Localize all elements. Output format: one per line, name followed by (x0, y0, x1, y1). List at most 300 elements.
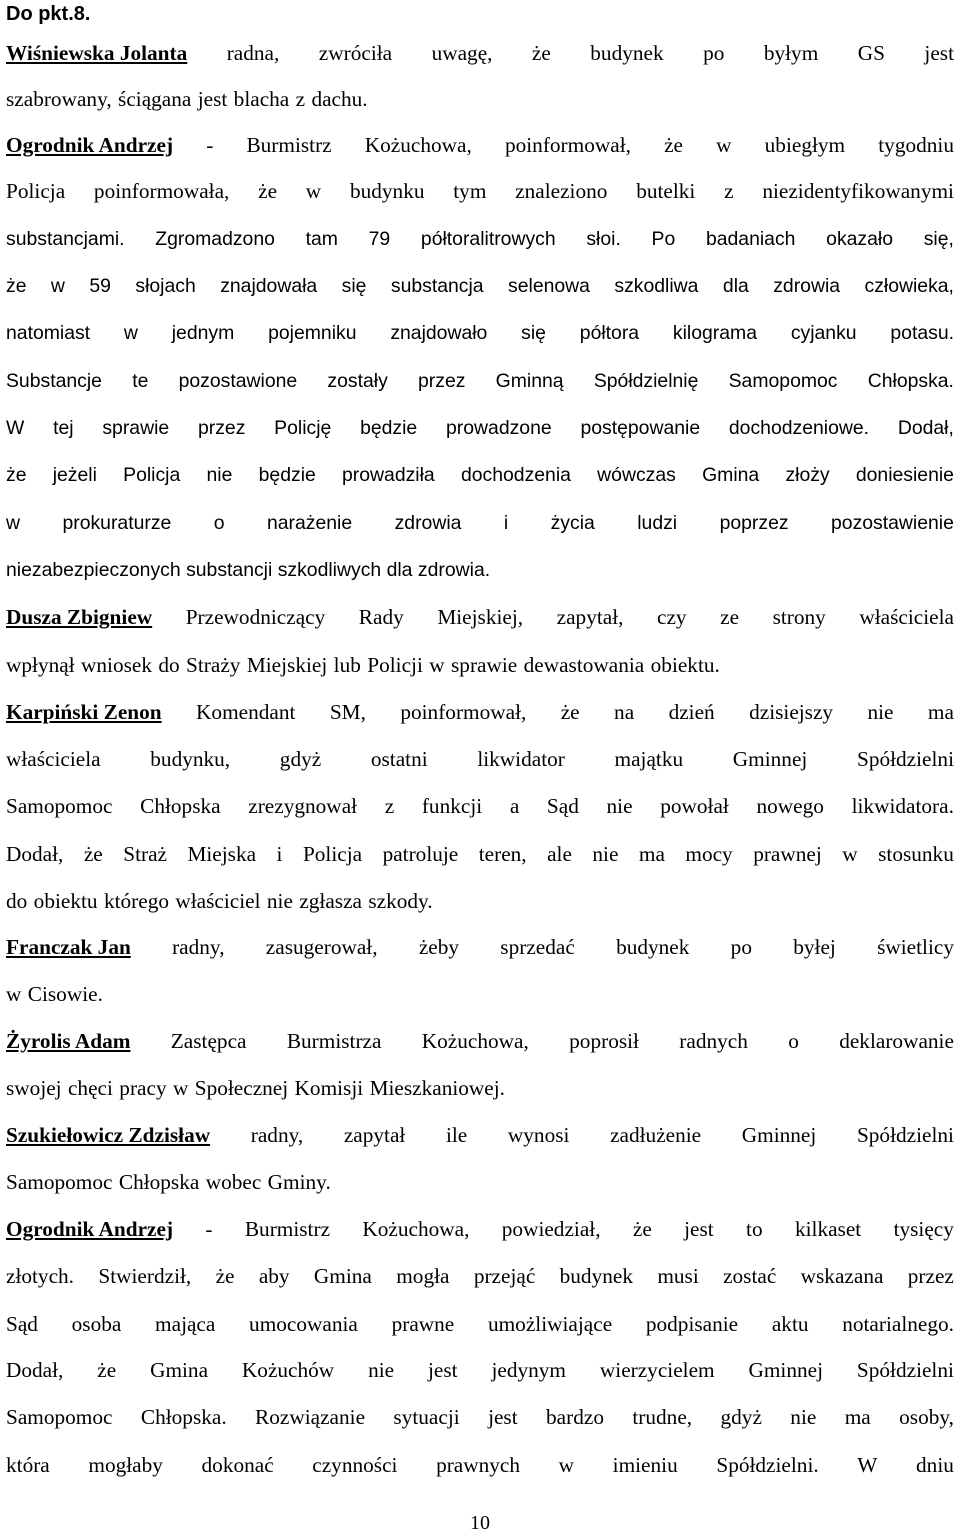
word: budynek (590, 41, 664, 65)
word: budynku, (150, 747, 231, 771)
text-line (6, 603, 954, 631)
speaker-name: Karpiński Zenon (6, 700, 162, 724)
word: funkcji (421, 794, 483, 818)
word: 79 (368, 228, 391, 250)
word: substancjami. (6, 228, 125, 250)
word: ludzi (637, 512, 678, 534)
word: kilkaset (794, 1217, 862, 1241)
word: Komendant (196, 700, 296, 724)
text-line (6, 1027, 954, 1055)
word: aktu (771, 1312, 809, 1336)
word: nowego (756, 794, 824, 818)
word: radna, (226, 41, 280, 65)
word: aby (258, 1264, 290, 1288)
word: słojach (135, 275, 196, 297)
text-line (6, 792, 954, 820)
word: poinformował, (400, 700, 527, 724)
word: zapytał, (556, 605, 624, 629)
word: Miejska (187, 842, 257, 866)
word: Kożuchowa, (362, 1217, 470, 1241)
word: zdrowia. (417, 559, 491, 581)
word: pozostawienie (831, 512, 954, 534)
word: zadłużenie (610, 1123, 702, 1147)
word: dokonać (201, 1453, 274, 1477)
word: Gmina (150, 1358, 209, 1382)
word: Dodał, (6, 1358, 64, 1382)
word: ma (927, 700, 954, 724)
word: się (521, 322, 546, 344)
word: Spółdzielni (856, 1123, 954, 1147)
word: zostały (327, 370, 388, 392)
word: mogłaby (88, 1453, 163, 1477)
text-line (6, 414, 954, 442)
word: dla (722, 275, 749, 297)
text-line (6, 461, 954, 489)
word: niezabezpieczonych (6, 559, 181, 581)
word: Kożuchów (241, 1358, 335, 1382)
word: badaniach (705, 228, 796, 250)
word: szabrowany, (6, 87, 112, 111)
word: w (123, 322, 138, 344)
text-line (6, 745, 954, 773)
text-line (6, 272, 954, 300)
word: potasu. (890, 322, 954, 344)
word: tym (453, 179, 487, 203)
word: notarialnego. (842, 1312, 954, 1336)
word: ma (638, 842, 665, 866)
word: Spółdzielni. (716, 1453, 819, 1477)
word: jest (924, 41, 954, 65)
word: Kożuchowa, (421, 1029, 529, 1053)
word: znajdowało (390, 322, 488, 344)
word: deklarowanie (839, 1029, 954, 1053)
word: życia (550, 512, 595, 534)
word: nie (206, 464, 233, 486)
word: znajdowała (220, 275, 318, 297)
word: Chłopska (118, 1170, 200, 1194)
word: stosunku (878, 842, 954, 866)
word: dzień (668, 700, 715, 724)
word: pozostawione (178, 370, 298, 392)
word: do (158, 653, 180, 677)
speaker-name: Ogrodnik Andrzej (6, 1217, 174, 1241)
word: butelki (636, 179, 696, 203)
word: właściciela (859, 605, 954, 629)
word: Kożuchowa, (364, 133, 472, 157)
word: nie (867, 700, 894, 724)
word: z (295, 87, 306, 111)
word: powiedział, (501, 1217, 601, 1241)
word: człowieka, (864, 275, 954, 297)
word: pracy (119, 1076, 167, 1100)
word: teren, (478, 842, 527, 866)
word: okazało (826, 228, 893, 250)
word: cyjanku (790, 322, 857, 344)
word: blacha (233, 87, 290, 111)
word: zasugerował, (265, 935, 378, 959)
word: Mieszkaniowej. (369, 1076, 505, 1100)
word: przez (418, 370, 466, 392)
word: ściągana (118, 87, 192, 111)
word: poprosił (569, 1029, 639, 1053)
word: Substancje (6, 370, 102, 392)
word: Policji (367, 653, 423, 677)
word: Gminy. (267, 1170, 331, 1194)
word: substancji (186, 559, 273, 581)
text-line (6, 887, 954, 915)
word: radny, (172, 935, 225, 959)
word: że (83, 842, 103, 866)
word: że (258, 179, 278, 203)
word: tysięcy (893, 1217, 954, 1241)
word: obiektu (33, 889, 98, 913)
word: zapytał (343, 1123, 406, 1147)
word: tygodniu (878, 133, 954, 157)
word: Po (651, 228, 676, 250)
word: nie (592, 842, 619, 866)
word: dochodzeniowe. (728, 417, 870, 439)
speaker-name: Żyrolis Adam (6, 1029, 131, 1053)
word: budynek (616, 935, 690, 959)
word: Straży (186, 653, 241, 677)
word: mogła (396, 1264, 450, 1288)
word: W (6, 417, 25, 439)
word: przejąć (473, 1264, 536, 1288)
word: poinformował, (504, 133, 631, 157)
word: natomiast (6, 322, 91, 344)
word: obiektu. (650, 653, 720, 677)
word: Samopomoc (6, 794, 113, 818)
word: Przewodniczący (185, 605, 326, 629)
word: o (213, 512, 225, 534)
word: budynku (349, 179, 425, 203)
text-line (6, 85, 954, 113)
word: sprawie (102, 417, 170, 439)
word: Burmistrza (286, 1029, 382, 1053)
word: że (560, 700, 580, 724)
word: w (558, 1453, 575, 1477)
word: że (664, 133, 683, 157)
word: Dodał, (897, 417, 954, 439)
word: majątku (614, 747, 684, 771)
word: zdrowia (394, 512, 462, 534)
word: Gmina (313, 1264, 372, 1288)
word: Dodał, (6, 842, 64, 866)
word: sprzedać (500, 935, 575, 959)
text-line (6, 1451, 954, 1479)
word: tam (305, 228, 338, 250)
word: złotych. (6, 1264, 75, 1288)
word: żeby (418, 935, 460, 959)
word: w (716, 133, 732, 157)
word: lub (333, 653, 361, 677)
word: Zgromadzono (155, 228, 275, 250)
word: gdyż (279, 747, 322, 771)
word: w (6, 512, 21, 534)
word: ostatni (370, 747, 428, 771)
word: zgłasza (299, 889, 362, 913)
word: doniesienie (855, 464, 954, 486)
word: z (724, 179, 734, 203)
text-line (6, 651, 954, 679)
word: dniu (916, 1453, 954, 1477)
text-line (6, 131, 954, 159)
word: będzie (258, 464, 316, 486)
word: i (503, 512, 509, 534)
word: mocy (685, 842, 733, 866)
word: do (6, 889, 28, 913)
word: Policja (6, 179, 66, 203)
word: byłej (793, 935, 836, 959)
word: strony (772, 605, 826, 629)
word: - (206, 133, 214, 157)
word: sprawie (451, 653, 518, 677)
word: umocowania (249, 1312, 358, 1336)
text-line (6, 1215, 954, 1243)
word: świetlicy (877, 935, 954, 959)
word: nie (790, 1405, 817, 1429)
word: Burmistrz (246, 133, 332, 157)
text-line (6, 698, 954, 726)
word: postępowanie (580, 417, 701, 439)
word: dochodzenia (460, 464, 571, 486)
word: Gmina (702, 464, 760, 486)
word: 59 (89, 275, 111, 297)
text-line (6, 556, 954, 584)
word: jest (428, 1358, 458, 1382)
word: w (50, 275, 65, 297)
text-line (6, 933, 954, 961)
word: przez (907, 1264, 954, 1288)
word: że (6, 464, 27, 486)
word: - (205, 1217, 213, 1241)
word: ze (720, 605, 740, 629)
word: swojej (6, 1076, 62, 1100)
word: Chłopska. (140, 1405, 227, 1429)
word: kilograma (672, 322, 757, 344)
word: selenowa (508, 275, 590, 297)
word: wskazana (800, 1264, 884, 1288)
word: szkodliwych (277, 559, 382, 581)
word: że (531, 41, 551, 65)
text-line (6, 177, 954, 205)
word: narażenie (266, 512, 353, 534)
word: to (746, 1217, 763, 1241)
word: zdrowia (773, 275, 841, 297)
word: i (276, 842, 283, 866)
word: Stwierdził, (98, 1264, 192, 1288)
word: chęci (67, 1076, 113, 1100)
word: nie (606, 794, 633, 818)
word: powołał (660, 794, 729, 818)
word: trudne, (632, 1405, 693, 1429)
word: ale (547, 842, 572, 866)
text-line (6, 840, 954, 868)
word: prowadzone (446, 417, 552, 439)
word: Gminnej (748, 1358, 824, 1382)
word: zwróciła (318, 41, 393, 65)
word: Spółdzielni (856, 747, 954, 771)
word: wierzycielem (599, 1358, 715, 1382)
word: o (788, 1029, 799, 1053)
word: budynek (559, 1264, 633, 1288)
word: patroluje (382, 842, 459, 866)
word: osoby, (899, 1405, 954, 1429)
word: która (6, 1453, 50, 1477)
word: prawnej (753, 842, 822, 866)
word: substancja (390, 275, 484, 297)
word: z (384, 794, 395, 818)
word: Samopomoc (6, 1405, 113, 1429)
word: Chłopska. (867, 370, 954, 392)
text-line (6, 1168, 954, 1196)
text-line (6, 225, 954, 253)
word: Gminnej (741, 1123, 817, 1147)
word: Rady (358, 605, 404, 629)
word: osoba (71, 1312, 122, 1336)
word: Gminną (495, 370, 564, 392)
word: Straż (123, 842, 167, 866)
word: gdyż (720, 1405, 762, 1429)
speaker-name: Szukiełowicz Zdzisław (6, 1123, 211, 1147)
word: Gminnej (732, 747, 808, 771)
word: ma (844, 1405, 871, 1429)
word: się (341, 275, 367, 297)
word: prawne (391, 1312, 455, 1336)
word: że (97, 1358, 117, 1382)
page-number: 10 (470, 1512, 490, 1534)
text-line (6, 1074, 954, 1102)
word: a (509, 794, 520, 818)
word: wniosek (81, 653, 152, 677)
word: W (857, 1453, 878, 1477)
word: się, (923, 228, 954, 250)
word: dzisiejszy (749, 700, 834, 724)
word: imieniu (612, 1453, 678, 1477)
word: te (132, 370, 149, 392)
word: półtora (579, 322, 640, 344)
word: dewastowania (523, 653, 645, 677)
word: czynności (312, 1453, 398, 1477)
word: prowadziła (342, 464, 435, 486)
word: Rozwiązanie (255, 1405, 366, 1429)
text-line (6, 1403, 954, 1431)
speaker-name: Wiśniewska Jolanta (6, 41, 188, 65)
word: poinformowała, (93, 179, 230, 203)
word: dla (386, 559, 413, 581)
word: mająca (155, 1312, 216, 1336)
word: w (429, 653, 445, 677)
word: prawnych (436, 1453, 521, 1477)
word: Miejskiej, (437, 605, 524, 629)
word: Komisji (294, 1076, 364, 1100)
word: radnych (679, 1029, 748, 1053)
word: czy (657, 605, 687, 629)
section-heading: Do pkt.8. (6, 3, 91, 25)
word: znaleziono (515, 179, 608, 203)
word: Burmistrz (244, 1217, 331, 1241)
word: jeżeli (52, 464, 97, 486)
word: po (703, 41, 725, 65)
text-line (6, 319, 954, 347)
word: Sąd (546, 794, 579, 818)
word: że (215, 1264, 235, 1288)
word: Miejskiej (246, 653, 328, 677)
word: po (730, 935, 752, 959)
word: Spółdzielnię (593, 370, 699, 392)
word: szkodliwa (614, 275, 699, 297)
text-line (6, 39, 954, 67)
word: właściciel (175, 889, 261, 913)
word: jedynym (491, 1358, 566, 1382)
word: Policja (302, 842, 363, 866)
text-line (6, 509, 954, 537)
text-line (6, 1310, 954, 1338)
speaker-name: Dusza Zbigniew (6, 605, 153, 629)
word: Cisowie. (27, 982, 103, 1006)
word: w (6, 982, 22, 1006)
word: jednym (171, 322, 235, 344)
word: likwidatora. (851, 794, 954, 818)
text-line (6, 1262, 954, 1290)
word: jest (684, 1217, 714, 1241)
word: wówczas (597, 464, 676, 486)
text-line (6, 1121, 954, 1149)
word: SM, (329, 700, 366, 724)
word: Policję (274, 417, 332, 439)
word: ile (445, 1123, 468, 1147)
word: w (305, 179, 322, 203)
word: Sąd (6, 1312, 38, 1336)
word: Spółdzielni (856, 1358, 954, 1382)
word: Policja (123, 464, 181, 486)
word: przez (197, 417, 246, 439)
word: jest (197, 87, 228, 111)
word: nie (266, 889, 293, 913)
word: bardzo (546, 1405, 604, 1429)
word: dachu. (311, 87, 368, 111)
word: właściciela (6, 747, 101, 771)
word: radny, (250, 1123, 304, 1147)
word: umożliwiające (487, 1312, 613, 1336)
word: półtoralitrowych (420, 228, 556, 250)
word: zrezygnował (248, 794, 358, 818)
word: w (172, 1076, 189, 1100)
word: podpisanie (645, 1312, 739, 1336)
word: Chłopska (140, 794, 221, 818)
speaker-name: Franczak Jan (6, 935, 131, 959)
word: musi (657, 1264, 699, 1288)
word: nie (368, 1358, 395, 1382)
text-line (6, 980, 954, 1008)
word: tej (53, 417, 74, 439)
word: zostać (723, 1264, 777, 1288)
word: uwagę, (431, 41, 493, 65)
word: Społecznej (194, 1076, 289, 1100)
word: słoi. (586, 228, 621, 250)
word: sytuacji (393, 1405, 460, 1429)
word: Samopomoc (728, 370, 838, 392)
word: że (632, 1217, 652, 1241)
word: wynosi (507, 1123, 570, 1147)
word: Samopomoc (6, 1170, 113, 1194)
word: prokuraturze (62, 512, 172, 534)
word: wpłynął (6, 653, 75, 677)
word: na (614, 700, 635, 724)
word: w (842, 842, 858, 866)
text-line (6, 367, 954, 395)
word: że (6, 275, 27, 297)
